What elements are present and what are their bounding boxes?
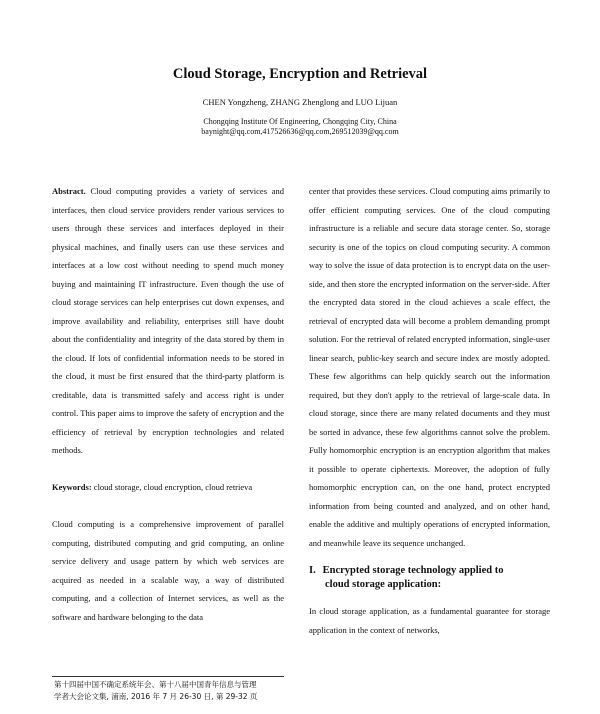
section-title-line1: Encrypted storage technology applied to <box>322 565 504 576</box>
author-emails: baynight@qq.com,417526636@qq.com,269512039@qq.com <box>201 127 399 136</box>
right-column <box>309 182 550 639</box>
footnote-line1: 第十四届中国不确定系统年会、第十八届中国青年信息与管理 <box>54 680 257 689</box>
affiliation-block <box>0 117 600 137</box>
keywords-label: Keywords: <box>52 481 92 492</box>
footnote <box>54 679 290 703</box>
affiliation: Chongqing Institute Of Engineering, Chongqing City, China <box>203 117 397 126</box>
author-list: CHEN Yongzheng, ZHANG Zhenglong and LUO Lijuan <box>202 97 398 107</box>
keywords <box>52 478 284 497</box>
left-column <box>52 182 284 626</box>
abstract-text: Cloud computing provides a variety of services and interfaces, then cloud service providers render various services to users through these services and interfaces deployed in their physical machines, and finally users can use these services and interfaces at a low cost without needing to spend much money buying and maintaining IT infrastructure. Even though the use of cloud storage services can help enterprises cut down expenses, and improve availability and reliability, enterprises still have doubt about the confidentiality and integrity of the data stored by them in the cloud. If lots of confidential information needs to be stored in the cloud, it must be first ensured that the third-party platform is creditable, data is transmitted safely and access right is under control. This paper aims to improve the safety of encryption and the efficiency of retrieval by encryption technologies and related methods. <box>52 186 285 455</box>
footnote-divider <box>52 676 284 677</box>
keywords-text: cloud storage, cloud encryption, cloud retrieva <box>93 481 253 492</box>
body-paragraph: center that provides these services. Cloud computing aims primarily to offer efficient computing services. One of the cloud computing infrastructure is a reliable and secure data storage center. So, storage security is one of the topics on cloud computing security. A common way to solve the issue of data protection is to encrypt data on the user-side, and then store the encrypted information on the server-side. After the encrypted data stored in the cloud achieves a scale effect, the retrieval of encrypted data will become a problem demanding prompt solution. For the retrieval of related encrypted information, single-user linear search, public-key search and secure index are mostly adopted. These few algorithms can help quickly search out the information required, but they don't apply to the retrieval of large-scale data. In cloud storage, since there are many related documents and they must be sorted in advance, these few algorithms cannot solve the problem. Fully homomorphic encryption is an encryption algorithm that makes it possible to operate ciphertexts. Moreover, the adoption of fully homomorphic encryption can, on the one hand, protect encrypted information from being counted and analyzed, and on other hand, enable the additive and multiply operations of encrypted information, and meanwhile leave its sequence unchanged. <box>309 186 550 548</box>
abstract-label: Abstract. <box>52 186 86 196</box>
section-title-line2: cloud storage application: <box>325 579 442 590</box>
section-heading <box>309 564 550 592</box>
intro-paragraph: Cloud computing is a comprehensive improvement of parallel computing, distributed computing and grid computing, an online service delivery and usage pattern by which web services are acquired as needed in a scalable way, a way of distributed computing, and a collection of Internet services, as well as the software and hardware belonging to the data <box>52 519 284 622</box>
footnote-line2: 学者大会论文集, 浦南, 2016 年 7 月 26-30 日, 第 29-32 页 <box>54 692 258 701</box>
paper-title: Cloud Storage, Encryption and Retrieval <box>172 66 428 82</box>
abstract <box>52 182 284 460</box>
section-number: I. <box>309 565 316 576</box>
section-paragraph: In cloud storage application, as a fundamental guarantee for storage application in the context of networks, <box>309 606 550 635</box>
